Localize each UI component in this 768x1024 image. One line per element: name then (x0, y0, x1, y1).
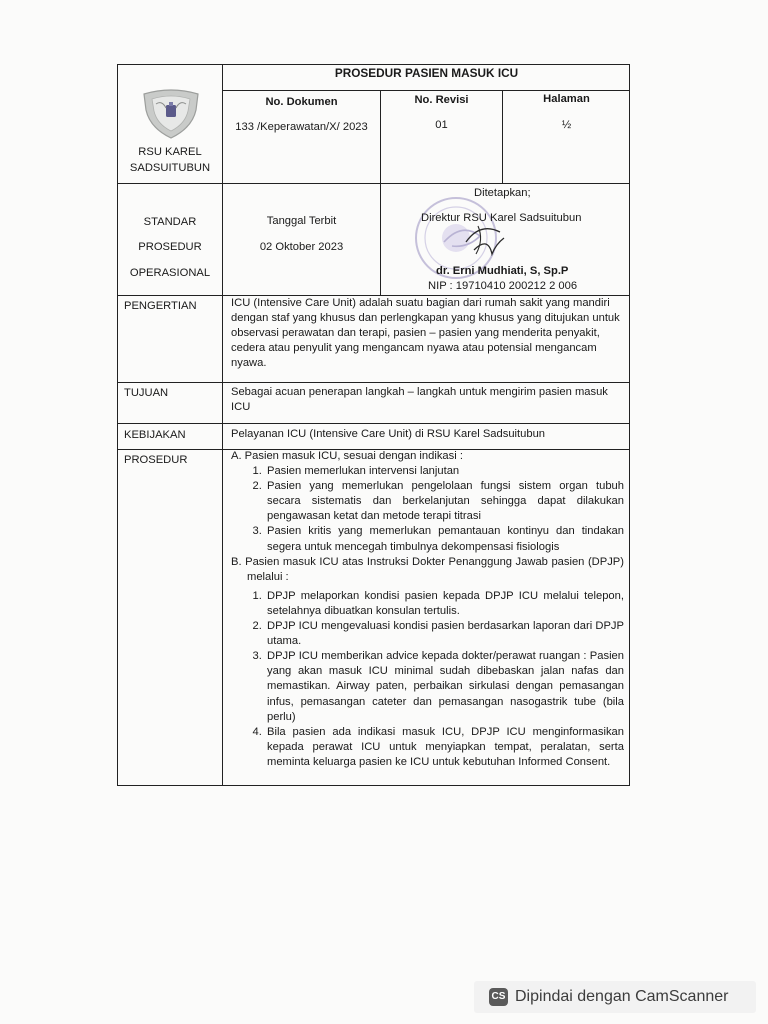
no-dokumen-value: 133 /Keperawatan/X/ 2023 (235, 121, 368, 133)
camscanner-icon: CS (489, 988, 508, 1006)
prosedur-b-item: 2. DPJP ICU mengevaluasi kondisi pasien berdasarkan laporan dari DPJP utama. (265, 619, 624, 649)
tujuan-text: Sebagai acuan penerapan langkah – langkah untuk mengirim pasien masuk ICU (231, 386, 608, 414)
prosedur-b-item: 3. DPJP ICU memberikan advice kepada dokter/perawat ruangan : Pasien yang akan masuk ICU minimal sudah dibebaskan jalan nafas dan memastikan. Airway paten, perbaikan sirkulasi dengan pemasangan infus, pemasangan cateter dan pemasangan nasogastrik tube (bila perlu) (265, 649, 624, 724)
signer-nip: NIP : 19710410 200212 2 006 (428, 280, 578, 292)
header-divider (117, 183, 630, 184)
camscanner-text: Dipindai dengan CamScanner (515, 988, 729, 1005)
prosedur-label: PROSEDUR (124, 454, 188, 466)
prosedur-a-heading: A. Pasien masuk ICU, sesuai dengan indikasi : (231, 450, 463, 462)
title-divider (223, 90, 630, 91)
prosedur-b-list (231, 589, 624, 770)
spo-prosedur: PROSEDUR (138, 241, 202, 253)
halaman-label: Halaman (543, 93, 590, 105)
tanggal-terbit-label: Tanggal Terbit (266, 215, 337, 227)
prosedur-b-item: 4. Bila pasien ada indikasi masuk ICU, DPJP ICU menginformasikan kepada perawat ICU untuk menyiapkan tempat, peralatan, serta meminta keluarga pasien ke ICU untuk kebutuhan Informed Consent. (265, 725, 624, 770)
label-column-divider (222, 64, 223, 786)
pengertian-text: ICU (Intensive Care Unit) adalah suatu bagian dari rumah sakit yang mandiri dengan staf yang khusus dan perlengkapan yang khusus yang ditujukan untuk observasi perawatan dan terapi, pasien – pasien yang menderita penyakit, cedera atau penyulit yang mengancam nyawa atau potensial mengancam nyawa. (231, 297, 620, 370)
no-revisi-value: 01 (435, 119, 448, 131)
kebijakan-text: Pelayanan ICU (Intensive Care Unit) di RSU Karel Sadsuitubun (231, 428, 546, 440)
prosedur-a-item: 2. Pasien yang memerlukan pengelolaan fungsi sistem organ tubuh secara sistematis dan berkelanjutan sehingga dapat dilakukan pengawasan ketat dan metode terapi titrasi (265, 479, 624, 524)
prosedur-b-item: 1. DPJP melaporkan kondisi pasien kepada DPJP ICU melalui telepon, setelahnya dibuatkan konsulan tertulis. (265, 589, 624, 619)
pengertian-label: PENGERTIAN (124, 300, 197, 312)
tanggal-terbit-value: 02 Oktober 2023 (259, 241, 344, 253)
halaman-value: ½ (561, 119, 572, 131)
prosedur-a-item: 1. Pasien memerlukan intervensi lanjutan (265, 464, 624, 479)
hospital-logo (140, 88, 202, 140)
prosedur-b-heading: B. Pasien masuk ICU atas Instruksi Dokter Penanggung Jawab pasien (DPJP) melalui : (231, 555, 624, 583)
direktur-title: Direktur RSU Karel Sadsuitubun (421, 212, 582, 224)
no-dokumen-label: No. Dokumen (265, 96, 338, 108)
pengertian-divider (117, 382, 630, 383)
tujuan-label: TUJUAN (124, 387, 169, 399)
no-revisi-label: No. Revisi (414, 94, 469, 106)
spo-standar: STANDAR (143, 216, 197, 228)
camscanner-watermark (474, 981, 756, 1013)
prosedur-a-item: 3. Pasien kritis yang memerlukan pemantauan kontinyu dan tindakan segera untuk mencegah timbulnya dekompensasi fisiologis (265, 524, 624, 554)
signer-name: dr. Erni Mudhiati, S, Sp.P (436, 265, 569, 277)
hospital-name: RSU KAREL SADSUITUBUN (129, 146, 211, 174)
prosedur-a-list (231, 464, 624, 555)
ditetapkan-label: Ditetapkan; (474, 187, 531, 199)
tujuan-divider (117, 423, 630, 424)
spo-operasional: OPERASIONAL (129, 267, 211, 279)
kebijakan-label: KEBIJAKAN (124, 429, 186, 441)
document-title: PROSEDUR PASIEN MASUK ICU (334, 66, 519, 80)
prosedur-content (231, 449, 624, 770)
